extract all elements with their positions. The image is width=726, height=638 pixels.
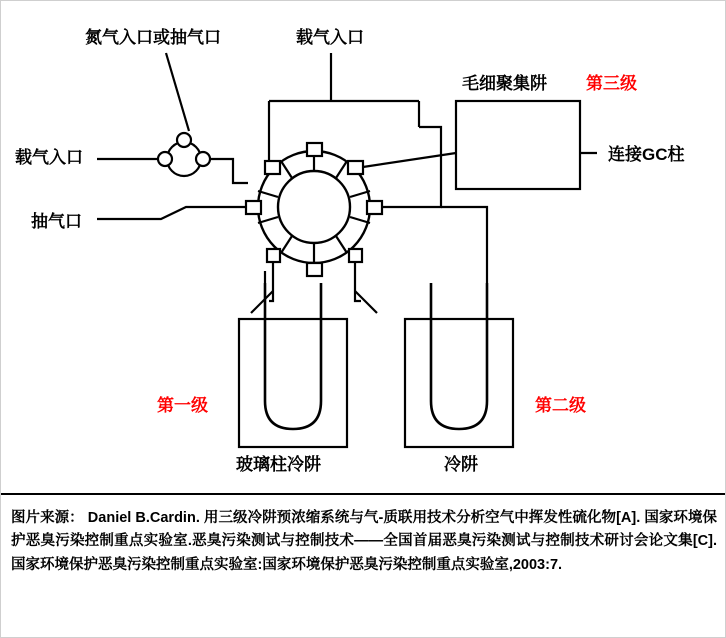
valve-port-nnw	[281, 161, 292, 178]
label-glass-column-cold-trap: 玻璃柱冷阱	[236, 455, 321, 474]
valve-port-ssw	[281, 236, 292, 253]
valve-fitting-ne	[348, 161, 363, 174]
label-nitrogen-inlet: 氮气入口或抽气口	[85, 28, 221, 47]
figure-source-caption: 图片来源： Daniel B.Cardin. 用三级冷阱预浓缩系统与气-质联用技术分析空气中挥发性硫化物[A]. 国家环境保护恶臭污染控制重点实验室.恶臭污染测试与控制技术——全国首届恶臭污染测试与控制技术研讨会论文集[C].国家环境保护恶臭污染控制重点实验室:国家环境保护恶臭污染控制重点实验室,2003:7.	[1, 493, 726, 638]
label-stage-two: 第二级	[535, 396, 586, 415]
label-carrier-gas-inlet-top: 载气入口	[296, 28, 364, 47]
valve-port-wsw	[258, 217, 278, 223]
label-stage-one: 第一级	[157, 396, 208, 415]
valve-port-ene	[350, 191, 370, 197]
valve-fitting-se	[349, 249, 362, 262]
label-carrier-gas-inlet-left: 载气入口	[15, 148, 83, 167]
pipe-pump-port	[97, 207, 246, 219]
valve-port-nne	[336, 161, 347, 178]
label-capillary-focus-trap: 毛细聚集阱	[462, 74, 547, 93]
leader-nitrogen-inlet	[166, 53, 189, 131]
valve-fitting-s	[307, 263, 322, 276]
label-stage-three: 第三级	[586, 74, 637, 93]
three-way-valve-knob-top	[177, 133, 191, 147]
pipe-stage2-to-valve	[441, 207, 487, 283]
valve-fitting-e	[367, 201, 382, 214]
valve-inner-ring	[278, 171, 350, 243]
valve-fitting-sw	[267, 249, 280, 262]
three-way-valve-knob-left	[158, 152, 172, 166]
diagram-canvas	[1, 1, 726, 493]
label-cold-trap: 冷阱	[444, 455, 478, 474]
valve-port-wnw	[258, 191, 278, 197]
valve-fitting-w	[246, 201, 261, 214]
valve-port-sse	[336, 236, 347, 253]
capillary-trap-box	[456, 101, 580, 189]
valve-port-ese	[350, 217, 370, 223]
label-connect-gc-column: 连接GC柱	[608, 145, 685, 164]
label-pump-port: 抽气口	[31, 212, 82, 231]
valve-fitting-n	[307, 143, 322, 156]
valve-fitting-nw	[265, 161, 280, 174]
three-way-valve-knob-right	[196, 152, 210, 166]
pipe-valve-to-ring-nw	[210, 159, 248, 183]
pipe-valve-to-top-right	[382, 127, 441, 207]
